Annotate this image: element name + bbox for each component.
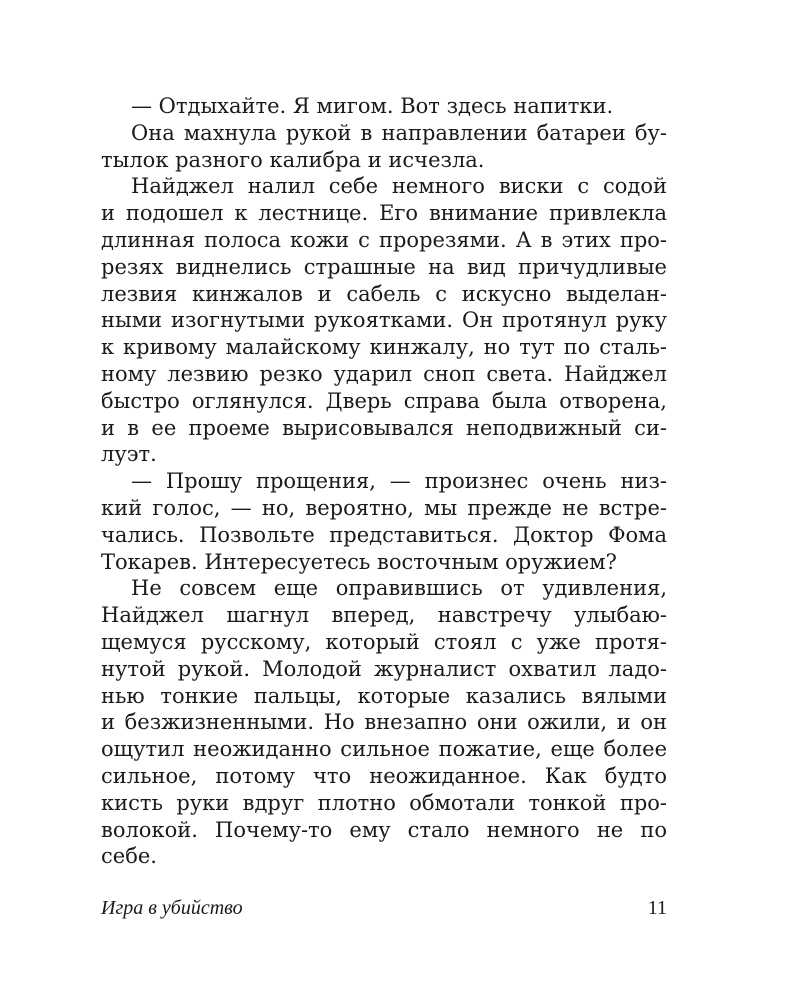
text-line: и безжизненными. Но внезапно они ожили, и он bbox=[101, 710, 667, 735]
text-line: чались. Позвольте представиться. Доктор Фома bbox=[101, 522, 667, 547]
text-line: себе. bbox=[101, 844, 157, 869]
text-line: Найджел шагнул вперед, навстречу улыбаю- bbox=[101, 603, 667, 628]
text-line: Токарев. Интересуетесь восточным оружием? bbox=[101, 549, 617, 574]
text-line: резях виднелись страшные на вид причудливые bbox=[101, 254, 667, 279]
text-line: волокой. Почему-то ему стало немного не по bbox=[101, 817, 667, 842]
text-line: к кривому малайскому кинжалу, но тут по сталь- bbox=[101, 335, 667, 360]
text-line: Не совсем еще оправившись от удивления, bbox=[131, 576, 667, 601]
text-line: кий голос, — но, вероятно, мы прежде не встре- bbox=[101, 495, 667, 520]
text-line: — Прошу прощения, — произнес очень низ- bbox=[131, 469, 667, 494]
text-line: ному лезвию резко ударил сноп света. Найджел bbox=[101, 361, 667, 386]
text-line: лезвия кинжалов и сабель с искусно выделан- bbox=[101, 281, 667, 306]
text-line: кисть руки вдруг плотно обмотали тонкой про- bbox=[101, 790, 667, 815]
page-footer bbox=[101, 894, 667, 922]
page-number: 11 bbox=[647, 897, 667, 919]
text-line: — Отдыхайте. Я мигом. Вот здесь напитки. bbox=[131, 94, 614, 118]
text-line: луэт. bbox=[101, 442, 157, 467]
running-footer-title: Игра в убийство bbox=[101, 897, 243, 919]
body-text bbox=[101, 93, 667, 870]
text-line: нутой рукой. Молодой журналист охватил ладо- bbox=[101, 656, 667, 681]
text-line: нью тонкие пальцы, которые казались вялыми bbox=[101, 683, 667, 708]
text-line: быстро оглянулся. Дверь справа была отворена, bbox=[101, 388, 667, 413]
text-line: и в ее проеме вырисовывался неподвижный си- bbox=[101, 415, 667, 440]
text-line: сильное, потому что неожиданное. Как будто bbox=[101, 763, 667, 788]
text-line: щемуся русскому, который стоял с уже протя- bbox=[101, 629, 667, 654]
text-line: Найджел налил себе немного виски с содой bbox=[131, 174, 667, 199]
text-line: ощутил неожиданно сильное пожатие, еще более bbox=[101, 737, 667, 762]
text-line: Она махнула рукой в направлении батареи бу- bbox=[131, 120, 667, 145]
text-line: длинная полоса кожи с прорезями. А в этих про- bbox=[101, 227, 667, 252]
text-line: и подошел к лестнице. Его внимание привлекла bbox=[101, 201, 667, 226]
text-line: ными изогнутыми рукоятками. Он протянул руку bbox=[101, 308, 667, 333]
text-line: тылок разного калибра и исчезла. bbox=[101, 147, 485, 172]
